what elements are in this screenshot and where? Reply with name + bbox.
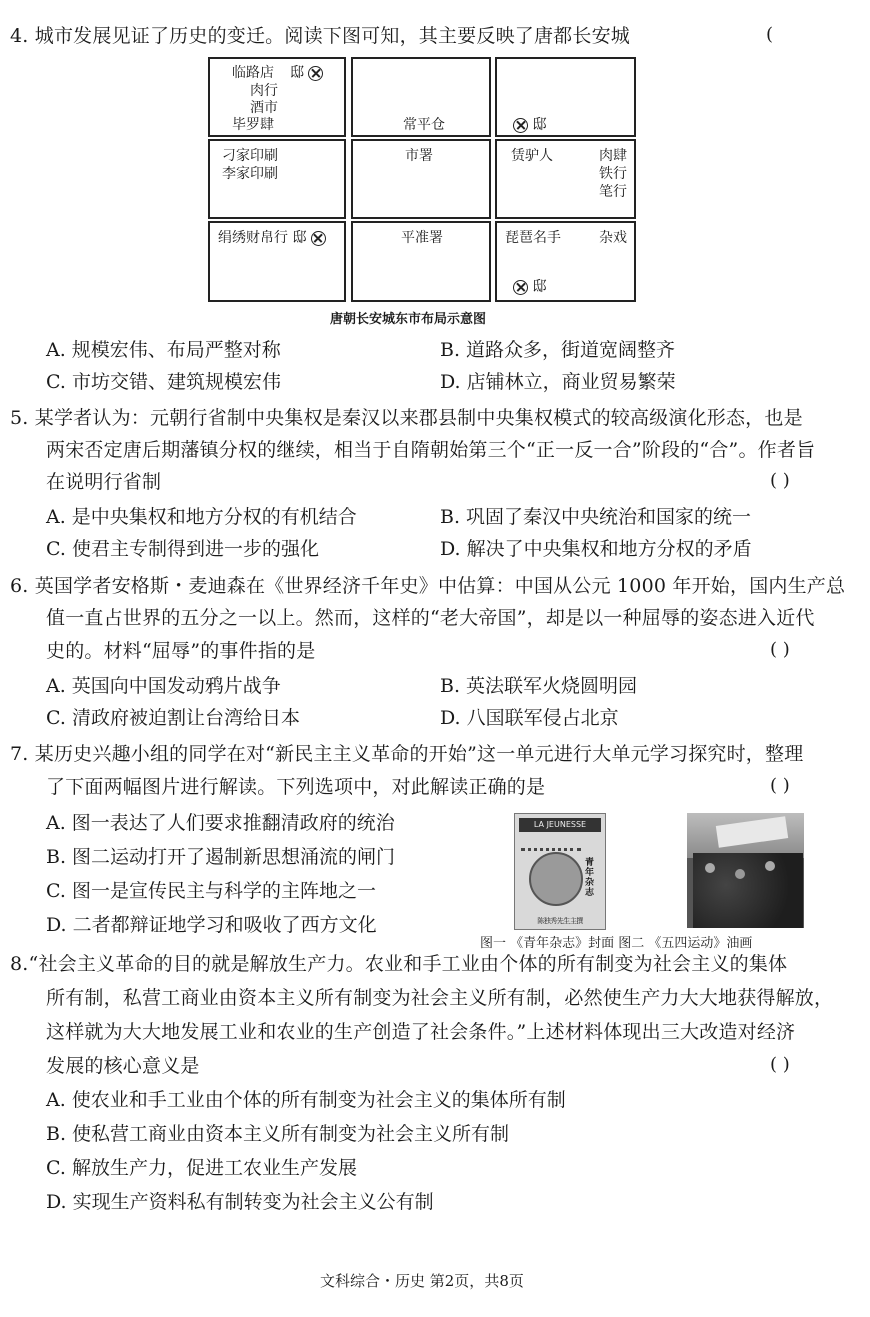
cover-bottom-text: 陈独秀先生主撰 bbox=[537, 917, 583, 925]
cell-text: 肉肆 bbox=[599, 148, 627, 164]
q8-option-b[interactable]: B. 使私营工商业由资本主义所有制变为社会主义所有制 bbox=[46, 1123, 510, 1145]
q5-option-d[interactable]: D. 解决了中央集权和地方分权的矛盾 bbox=[440, 538, 752, 560]
q7-option-d[interactable]: D. 二者都辩证地学习和吸收了西方文化 bbox=[46, 914, 377, 936]
q4-option-a[interactable]: A. 规模宏伟、布局严整对称 bbox=[46, 339, 281, 361]
q6-stem-line: 史的。材料“屈辱”的事件指的是 bbox=[46, 640, 316, 662]
q8-option-a[interactable]: A. 使农业和手工业由个体的所有制变为社会主义的集体所有制 bbox=[46, 1089, 566, 1111]
q5-answer-paren: ( ) bbox=[770, 470, 790, 491]
cover-side-text: 青年杂志 bbox=[585, 858, 595, 898]
cell-text: 平准署 bbox=[401, 230, 443, 246]
inn-mark-icon bbox=[308, 66, 323, 81]
cover-portrait-icon bbox=[529, 852, 583, 906]
diagram-cell-8 bbox=[351, 221, 491, 302]
cell-text: 毕罗肆 bbox=[232, 117, 274, 133]
q7-option-a[interactable]: A. 图一表达了人们要求推翻清政府的统治 bbox=[46, 812, 395, 834]
cell-text: 邸 bbox=[532, 117, 547, 133]
q5-stem-line: 两宋否定唐后期藩镇分权的继续，相当于自隋朝始第三个“正一反一合”阶段的“合”。作者旨 bbox=[46, 439, 816, 461]
q5-option-b[interactable]: B. 巩固了秦汉中央统治和国家的统一 bbox=[440, 506, 752, 528]
page-footer: 文科综合・历史 第2页，共8页 bbox=[320, 1272, 524, 1290]
q4-option-d[interactable]: D. 店铺林立，商业贸易繁荣 bbox=[440, 371, 676, 393]
cell-text: 市署 bbox=[405, 148, 433, 164]
q7-option-b[interactable]: B. 图二运动打开了遏制新思想涌流的闸门 bbox=[46, 846, 396, 868]
cell-text: 肉行 bbox=[250, 83, 278, 99]
q6-stem-line: 值一直占世界的五分之一以上。然而，这样的“老大帝国”，却是以一种屈辱的姿态进入近代 bbox=[46, 607, 815, 629]
q7-stem-line: 7. 某历史兴趣小组的同学在对“新民主主义革命的开始”这一单元进行大单元学习探究时，整理 bbox=[10, 743, 804, 765]
q7-image-captions: 图一 《青年杂志》封面 图二 《五四运动》油画 bbox=[480, 936, 753, 951]
q8-option-c[interactable]: C. 解放生产力，促进工农业生产发展 bbox=[46, 1157, 357, 1179]
cell-text: 赁驴人 bbox=[511, 148, 553, 164]
east-market-diagram bbox=[208, 57, 636, 302]
q7-option-c[interactable]: C. 图一是宣传民主与科学的主阵地之一 bbox=[46, 880, 376, 902]
inn-mark-icon bbox=[311, 231, 326, 246]
q8-stem-line: 发展的核心意义是 bbox=[46, 1055, 200, 1077]
cell-text: 邸 bbox=[290, 65, 304, 81]
cell-text: 笔行 bbox=[599, 184, 627, 200]
q6-option-a[interactable]: A. 英国向中国发动鸦片战争 bbox=[46, 675, 281, 697]
q5-option-c[interactable]: C. 使君主专制得到进一步的强化 bbox=[46, 538, 319, 560]
diagram-cell-6 bbox=[495, 139, 636, 219]
q6-option-d[interactable]: D. 八国联军侵占北京 bbox=[440, 707, 619, 729]
cell-text: 常平仓 bbox=[403, 117, 445, 133]
diagram-cell-5 bbox=[351, 139, 491, 219]
q5-stem-line: 5. 某学者认为：元朝行省制中央集权是秦汉以来郡县制中央集权模式的较高级演化形态，也是 bbox=[10, 407, 803, 429]
cell-text: 铁行 bbox=[599, 166, 627, 182]
q8-option-d[interactable]: D. 实现生产资料私有制转变为社会主义公有制 bbox=[46, 1191, 434, 1213]
q4-answer-paren: ( bbox=[766, 24, 774, 45]
diagram-cell-4 bbox=[208, 139, 346, 219]
q8-stem-line: 所有制，私营工商业由资本主义所有制变为社会主义所有制，必然使生产力大大地获得解放， bbox=[46, 987, 834, 1009]
q8-answer-paren: ( ) bbox=[770, 1054, 790, 1075]
inn-mark-icon bbox=[513, 280, 528, 295]
diagram-cell-9 bbox=[495, 221, 636, 302]
diagram-cell-7 bbox=[208, 221, 346, 302]
cell-text: 琵琶名手 bbox=[505, 230, 561, 246]
cell-text: 临路店 bbox=[232, 65, 274, 81]
q7-stem-line: 了下面两幅图片进行解读。下列选项中，对此解读正确的是 bbox=[46, 776, 546, 798]
q5-stem-line: 在说明行省制 bbox=[46, 471, 162, 493]
cell-text: 邸 bbox=[292, 230, 307, 246]
q7-answer-paren: ( ) bbox=[770, 775, 790, 796]
youth-magazine-cover-image bbox=[514, 813, 606, 930]
q8-stem-line: 8.“社会主义革命的目的就是解放生产力。农业和手工业由个体的所有制变为社会主义的集体 bbox=[10, 953, 788, 975]
diagram-cell-3 bbox=[495, 57, 636, 137]
cell-text: 刁家印刷 bbox=[222, 148, 278, 164]
q4-option-c[interactable]: C. 市坊交错、建筑规模宏伟 bbox=[46, 371, 281, 393]
q6-answer-paren: ( ) bbox=[770, 639, 790, 660]
q6-option-c[interactable]: C. 清政府被迫割让台湾给日本 bbox=[46, 707, 300, 729]
q8-stem-line: 这样就为大大地发展工业和农业的生产创造了社会条件。”上述材料体现出三大改造对经济 bbox=[46, 1021, 796, 1043]
q4-option-b[interactable]: B. 道路众多，街道宽阔整齐 bbox=[440, 339, 676, 361]
q6-stem-line: 6. 英国学者安格斯・麦迪森在《世界经济千年史》中估算：中国从公元 1000 年开始，国内生产总 bbox=[10, 575, 846, 597]
cell-text: 酒市 bbox=[250, 100, 278, 116]
q5-option-a[interactable]: A. 是中央集权和地方分权的有机结合 bbox=[46, 506, 357, 528]
diagram-caption: 唐朝长安城东市布局示意图 bbox=[330, 312, 487, 327]
cell-text: 绢绣财帛行 bbox=[218, 230, 288, 246]
diagram-cell-2 bbox=[351, 57, 491, 137]
may-fourth-painting-image bbox=[687, 813, 804, 928]
q4-stem: 4. 城市发展见证了历史的变迁。阅读下图可知，其主要反映了唐都长安城 bbox=[10, 25, 630, 47]
inn-mark-icon bbox=[513, 118, 528, 133]
diagram-cell-1 bbox=[208, 57, 346, 137]
cell-text: 李家印刷 bbox=[222, 166, 278, 182]
q6-option-b[interactable]: B. 英法联军火烧圆明园 bbox=[440, 675, 638, 697]
cell-text: 杂戏 bbox=[599, 230, 627, 246]
cover-title-text: LA JEUNESSE bbox=[519, 818, 601, 832]
cell-text: 邸 bbox=[532, 279, 547, 295]
